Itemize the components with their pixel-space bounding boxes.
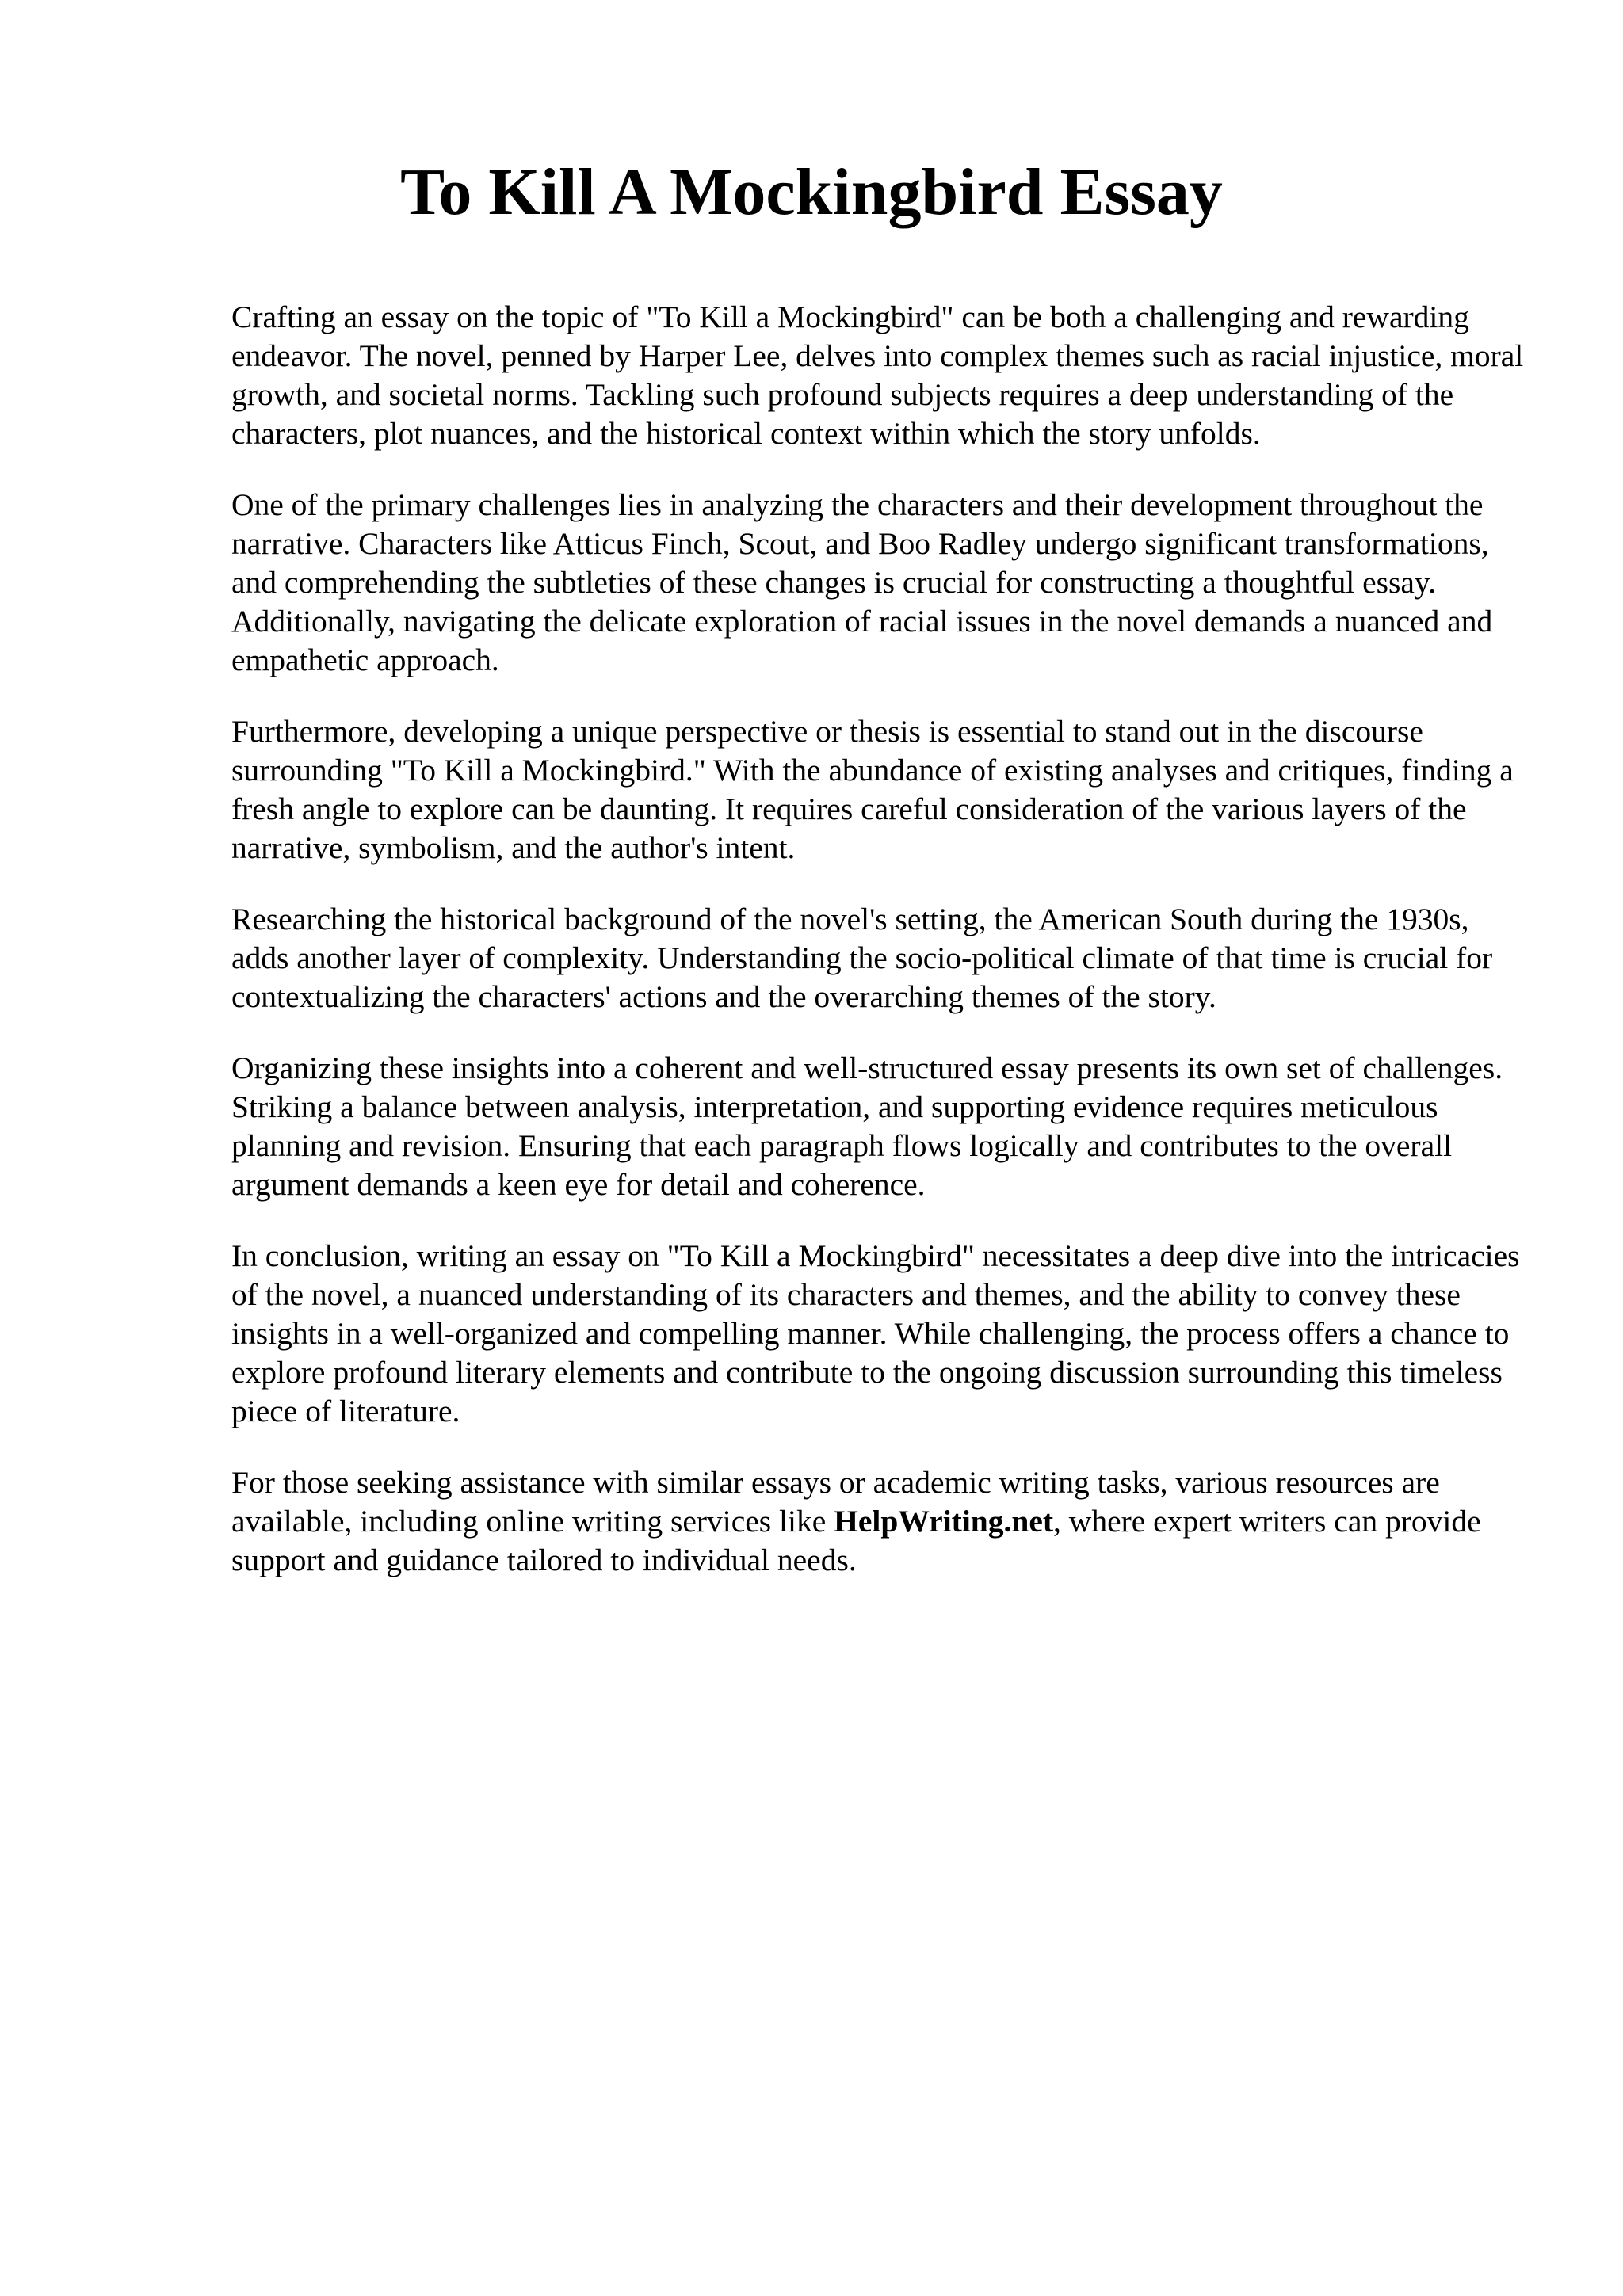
paragraph-1: Crafting an essay on the topic of "To Kill a Mockingbird" can be both a challenging and rewarding endeavor. The novel, penned by Harper Lee, delves into complex themes such as racial injustice, moral growth, and societal norms. Tackling such profound subjects requires a deep understanding of the characters, plot nuances, and the historical context within which the story unfolds. bbox=[231, 299, 1524, 451]
document-body bbox=[231, 298, 1531, 1612]
brand-name: HelpWriting.net bbox=[834, 1504, 1054, 1539]
paragraph-7-outro: , where expert writers can provide support and guidance tailored to individual needs. bbox=[231, 1504, 1481, 1577]
paragraph-2: One of the primary challenges lies in analyzing the characters and their development throughout the narrative. Characters like Atticus Finch, Scout, and Boo Radley undergo significant transformations, and comprehending the subtleties of these changes is crucial for constructing a thoughtful essay. Additionally, navigating the delicate exploration of racial issues in the novel demands a nuanced and empathetic approach. bbox=[231, 487, 1493, 677]
paragraph-3: Furthermore, developing a unique perspective or thesis is essential to stand out in the discourse surrounding "To Kill a Mockingbird." With the abundance of existing analyses and critiques, finding a fresh angle to explore can be daunting. It requires careful consideration of the various layers of the narrative, symbolism, and the author's intent. bbox=[231, 714, 1514, 865]
paragraph-7-intro: For those seeking assistance with similar essays or academic writing tasks, various resources are available, including online writing services like bbox=[231, 1465, 1440, 1539]
document-title: To Kill A Mockingbird Essay bbox=[400, 155, 1223, 229]
paragraph-7 bbox=[231, 1463, 1531, 1580]
paragraph-6: In conclusion, writing an essay on "To Kill a Mockingbird" necessitates a deep dive into the intricacies of the novel, a nuanced understanding of its characters and themes, and the ability to convey these insights in a well-organized and compelling manner. While challenging, the process offers a chance to explore profound literary elements and contribute to the ongoing discussion surrounding this timeless piece of literature. bbox=[231, 1238, 1520, 1428]
paragraph-5: Organizing these insights into a coherent and well-structured essay presents its own set of challenges. Striking a balance between analysis, interpretation, and supporting evidence requires meticulous planning and revision. Ensuring that each paragraph flows logically and contributes to the overall argument demands a keen eye for detail and coherence. bbox=[231, 1051, 1503, 1202]
paragraph-4: Researching the historical background of the novel's setting, the American South during the 1930s, adds another layer of complexity. Understanding the socio-political climate of that time is crucial for contextualizing the characters' actions and the overarching themes of the story. bbox=[231, 902, 1493, 1014]
